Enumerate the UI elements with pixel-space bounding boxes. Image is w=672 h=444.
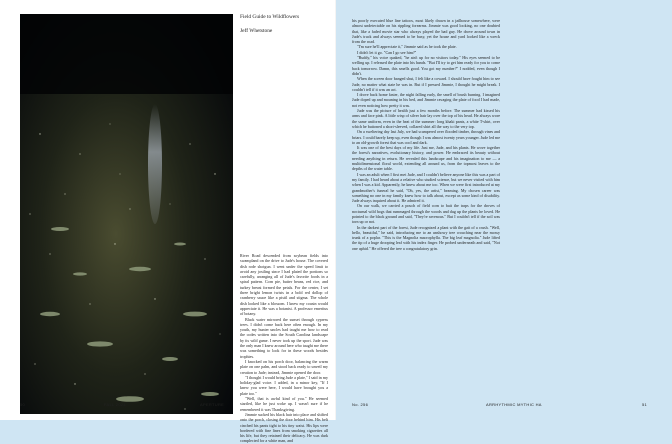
- story-author: Jeff Whetstone: [240, 28, 273, 34]
- paragraph: I knocked on his porch door, balancing the warm plate on one palm, and stood back ready to unveil my creation to Jude; instead, Jimmie opened the door.: [240, 358, 328, 375]
- paragraph: In the darkest part of the forest, Jude recognized a plant with the gait of a crush. "Well, hello, beautiful," he said, introducing me to an unshowy tree crouching near the mossy trunk of a poplar. "This is the Magnolia macrophylla. The big leaf magnolia." Jude lifted the tip of a huge drooping leaf with his index finger. He probed underneath and said, "Not one aphid." He offered the tree a congratulatory grin.: [352, 224, 500, 251]
- left-page-number: 50: [20, 402, 26, 407]
- paragraph: "I thought I would bring Jude a plate," I said in my holiday-glad voice. I added, in a minor key, "If I knew you were here, I would have brought you a plate too.": [240, 374, 328, 396]
- left-issue-label: FALL 2024: [104, 402, 126, 407]
- paragraph: River Road descended from soybean fields into swampland on the drive to Jude's house. The covered dish rode shotgun. I went under the speed limit to avoid any jostling since I had plated the portions so carefully, arranging all of Jude's favorite foods in a spiral pattern. Corn pie, butter beans, red rice, and turkey breast formed the petals. For the center, I set three bright lemon twists in a bold red dollop of cranberry sauce like a pistil and stigma. The whole dish looked like a blossom. I knew my cousin would appreciate it. He was a botanist. A professor emeritus of botany.: [240, 253, 328, 317]
- paragraph: Jimmie sucked his black hair into place and shifted onto the porch, closing the door behind him. His belt cinched his pants tight to his tiny waist. His lips were bordered with fine lines from smoking cigarettes all his life, but they retained their delicacy. He was dark complected for a white man, and: [240, 411, 328, 444]
- paragraph: On our walk, we carried a pouch of field corn to bait the traps for the droves of nocturnal wild hogs that rummaged through the woods and dug up the plants he loved. He pointed to the black ground and said, "They're ravenous." But I couldn't tell if the soil was torn up or not.: [352, 203, 500, 225]
- paragraph: I drove back home faster, the night falling early, the smell of brush burning. I imagined Jude doped up and moaning in his bed, and Jimmie ravaging the plate of food I had made, not even noticing how pretty it was.: [352, 92, 500, 108]
- right-text-column-1: [352, 18, 500, 251]
- paragraph: "Well, that is awful kind of you." He seemed startled, like he just woke up. I wasn't sure if he remembered it was Thanksgiving.: [240, 396, 328, 412]
- night-swamp-photograph: [20, 14, 233, 414]
- paragraph: "Buddy," his voice quaked, "he ain't up for no visitors today." His eyes seemed to be welling up. I released the plate into his hands. "But I'll try to get him ready for you to come back tomorrow. Damn, this smells good. You got my number?" I nodded, even though I didn't.: [352, 55, 500, 76]
- paragraph: "I'm sure he'll appreciate it," Jimmie said as he took the plate.: [357, 44, 457, 50]
- paragraph: I didn't let it go. "Can I go see him?": [357, 49, 417, 55]
- right-section-label: ARRHYTHMIC MYTHIC HA: [486, 402, 542, 407]
- paragraph: his poorly executed blue line tattoos, most likely drawn in a jailhouse somewhere, were almost undetectable on his rippling forearms. Jimmie was good looking, no one doubted that, like a faded movie star who always played the bad guy. He drove around town in Jude's truck and always seemed to be busy, yet the house and yard looked like a wreck from the road.: [352, 18, 500, 45]
- paragraph: Black water mirrored the sunset through cypress trees. I didn't come back here often enough. In my youth, my hunter uncles had taught me how to read the codes written into the South Carolina landscape by its wild game. I never took up the sport. Jude was the only man I knew around here who taught me there was something to look for in these woods besides trophies.: [240, 316, 328, 359]
- paragraph: It was one of the best days of my life. Just me, Jude, and his plants. He wove together the forest's narratives, evolutionary history, and power. He embraced its beauty without needing anything in return. He revealed this landscape and his imagination to me — a multidimensional floral world, extending all around us, from the topmost leaves to the depths of the water table.: [352, 145, 500, 172]
- paragraph: On a sweltering day last July, we had scampered over flooded timber, through vines and briars. I could barely keep up, even though I was almost twenty years younger. Jude led me to an old-growth forest that was cool and dark.: [352, 129, 500, 145]
- right-page: [336, 0, 672, 420]
- right-issue-number: No. 256: [352, 402, 369, 407]
- right-page-number: 51: [642, 402, 648, 407]
- paragraph: Jude was the picture of health just a few months before. The summer had kissed his arms and face pink. A little wisp of silver hair lay over the top of his head. He always wore the same uniform, even in the heat of the summer: long khaki pants, a white T-shirt, over which he buttoned a short-sleeved, collared shirt all the way to the very top.: [352, 108, 500, 129]
- left-magazine-label: APERTURE: [200, 402, 225, 407]
- paragraph: I was an adult when I first met Jude, and I couldn't believe anyone like this was a part of my family. I had heard about a relative who studied science, but we never visited with him when I was a kid. Apparently, he knew about me too. When we were first introduced at my grandmother's funeral he said, "Oh, yes, the artist," beaming. My chosen career was something no one in my family knew how to talk about, except as some kind of disability. Jude always inquired about it. He admired it.: [352, 171, 501, 204]
- story-title: Field Guide to Wildflowers: [240, 14, 300, 20]
- paragraph: When the screen door banged shut, I felt like a coward. I should have fought him to see Jude, no matter what state he was in. But if I pressed Jimmie, I thought he might break. I couldn't tell if it was an act.: [352, 76, 500, 92]
- left-text-column: [240, 253, 328, 444]
